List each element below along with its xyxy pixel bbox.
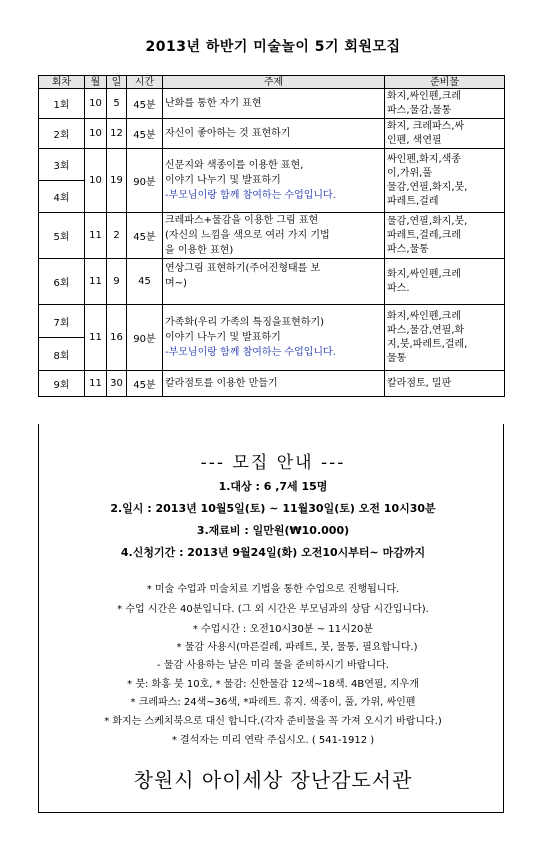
month-cell: 11 (85, 305, 107, 371)
session-cell: 6회 (39, 259, 85, 305)
header-month: 월 (85, 76, 107, 89)
time-cell: 45분 (127, 371, 163, 397)
prep-line: 화지,싸인펜,크레 (387, 310, 461, 322)
topic-line: 칼라점토를 이용한 만들기 (165, 378, 278, 389)
day-cell: 30 (107, 371, 127, 397)
table-row (39, 89, 505, 119)
prep-line: 파스,물감,물통 (387, 104, 452, 116)
month-cell: 11 (85, 213, 107, 259)
table-header-row (39, 76, 505, 89)
prep-line: 화지,싸인펜,크레 (387, 268, 461, 280)
guide-detail-period: 4.신청기간 : 2013년 9월24일(화) 오전10시부터~ 마감까지 (120, 546, 426, 559)
topic-line: 가족화(우리 가족의 특징을표현하기) (165, 317, 325, 328)
prep-line: 물감,연필,화지,붓, (387, 215, 468, 227)
prep-line: 파레트,걸레,크레 (387, 229, 461, 241)
prep-line: 화지, 크레파스,싸 (387, 120, 465, 132)
prep-line: 화지,싸인펜,크레 (387, 90, 461, 102)
prep-line: 이,가위,풀 (387, 167, 432, 179)
topic-line: 을 이용한 표현) (165, 245, 234, 256)
guide-note: * 결석자는 미리 연락 주십시오. ( 541-1912 ) (171, 735, 375, 746)
topic-cell (163, 119, 385, 149)
guide-detail-schedule: 2.일시 : 2013년 10월5일(토) ~ 11월30일(토) 오전 10시30분 (110, 502, 436, 515)
session-cell: 3회 (39, 149, 85, 181)
guide-detail-target: 1.대상 : 6 ,7세 15명 (218, 480, 328, 493)
guide-note: * 수업시간 : 오전10시30분 ~ 11시20분 (192, 624, 374, 635)
page-title: 2013년 하반기 미술놀이 5기 회원모집 (145, 39, 401, 55)
table-row (39, 119, 505, 149)
topic-cell (163, 259, 385, 305)
month-cell: 11 (85, 371, 107, 397)
topic-cell (163, 89, 385, 119)
prep-line: 지,붓,파레트,걸레, (387, 338, 468, 350)
session-cell: 8회 (39, 338, 85, 371)
prep-line: 파스,물통 (387, 243, 429, 255)
prep-cell (385, 149, 505, 213)
topic-line: 난화를 통한 자기 표현 (165, 98, 262, 109)
guide-note: * 화지는 스케치북으로 대신 합니다.(각자 준비물을 꼭 가져 오시기 바랍니다.) (104, 716, 442, 727)
day-cell: 9 (107, 259, 127, 305)
parent-note: -부모님이랑 함께 참여하는 수업입니다. (165, 347, 336, 358)
session-cell: 1회 (39, 89, 85, 119)
prep-line: 물감,연필,화지,붓, (387, 181, 468, 193)
day-cell: 16 (107, 305, 127, 371)
session-cell: 5회 (39, 213, 85, 259)
prep-line: 칼라점토, 밀판 (387, 377, 452, 389)
topic-line: 신문지와 색종이를 이용한 표현, (165, 160, 304, 171)
prep-line: 싸인펜,화지,색종 (387, 153, 461, 165)
prep-cell (385, 259, 505, 305)
time-cell: 90분 (127, 149, 163, 213)
header-time: 시간 (127, 76, 163, 89)
schedule-table (38, 75, 505, 397)
header-topic: 주제 (163, 76, 385, 89)
prep-cell (385, 213, 505, 259)
month-cell: 10 (85, 119, 107, 149)
prep-line: 파레트,걸레 (387, 195, 439, 207)
month-cell: 10 (85, 149, 107, 213)
guide-note: * 미술 수업과 미술치료 기법을 통한 수업으로 진행됩니다. (146, 584, 400, 595)
time-cell: 45분 (127, 213, 163, 259)
time-cell: 45분 (127, 119, 163, 149)
month-cell: 11 (85, 259, 107, 305)
topic-line: 이야기 나누기 및 발표하기 (165, 332, 281, 343)
prep-line: 파스. (387, 282, 410, 294)
header-prep: 준비물 (385, 76, 505, 89)
prep-cell (385, 119, 505, 149)
guide-note: * 수업 시간은 40분입니다. (그 외 시간은 부모님과의 상담 시간입니다). (117, 604, 429, 615)
guide-title: --- 모집 안내 --- (200, 453, 346, 473)
guide-note: * 크레파스: 24색~36색, *파레트. 휴지. 색종이, 풀, 가위, 싸인펜 (130, 697, 416, 708)
session-cell: 7회 (39, 305, 85, 338)
topic-line: 며~) (165, 278, 187, 289)
prep-cell (385, 371, 505, 397)
table-row (39, 213, 505, 259)
topic-line: 자신이 좋아하는 것 표현하기 (165, 128, 291, 139)
session-cell: 9회 (39, 371, 85, 397)
prep-line: 파스,물감,연필,화 (387, 324, 465, 336)
session-cell: 2회 (39, 119, 85, 149)
topic-cell (163, 371, 385, 397)
day-cell: 5 (107, 89, 127, 119)
table-row (39, 371, 505, 397)
prep-cell (385, 305, 505, 371)
topic-line: 크레파스+물감을 이용한 그림 표현 (165, 215, 319, 226)
time-cell: 45분 (127, 89, 163, 119)
prep-line: 물통 (387, 352, 407, 364)
topic-cell (163, 305, 385, 371)
topic-cell (163, 149, 385, 213)
day-cell: 2 (107, 213, 127, 259)
table-row (39, 259, 505, 305)
month-cell: 10 (85, 89, 107, 119)
table-row (39, 305, 505, 338)
topic-line: 연상그림 표현하기(주어진형태를 보 (165, 263, 321, 274)
prep-line: 인펜, 색연필 (387, 134, 442, 146)
table-row (39, 149, 505, 181)
header-session: 회차 (39, 76, 85, 89)
guide-note: - 물감 사용하는 날은 미리 물을 준비하시기 바랍니다. (157, 660, 389, 671)
parent-note: -부모님이랑 함께 참여하는 수업입니다. (165, 190, 336, 201)
header-day: 일 (107, 76, 127, 89)
topic-line: 이야기 나누기 및 발표하기 (165, 175, 281, 186)
organizer-name: 창원시 아이세상 장난감도서관 (133, 768, 413, 792)
session-cell: 4회 (39, 181, 85, 213)
topic-line: (자신의 느낌을 색으로 여러 가지 기법 (165, 230, 330, 241)
topic-cell (163, 213, 385, 259)
prep-cell (385, 89, 505, 119)
guide-note: * 붓: 화홍 붓 10호, * 물감: 신한물감 12색~18색. 4B연필, 지우개 (127, 679, 419, 690)
time-cell: 45 (127, 259, 163, 305)
day-cell: 12 (107, 119, 127, 149)
day-cell: 19 (107, 149, 127, 213)
guide-note: * 물감 사용시(마른걸레, 파레트, 붓, 물통, 필요합니다.) (176, 642, 418, 653)
time-cell: 90분 (127, 305, 163, 371)
guide-detail-fee: 3.재료비 : 일만원(₩10.000) (196, 524, 350, 537)
